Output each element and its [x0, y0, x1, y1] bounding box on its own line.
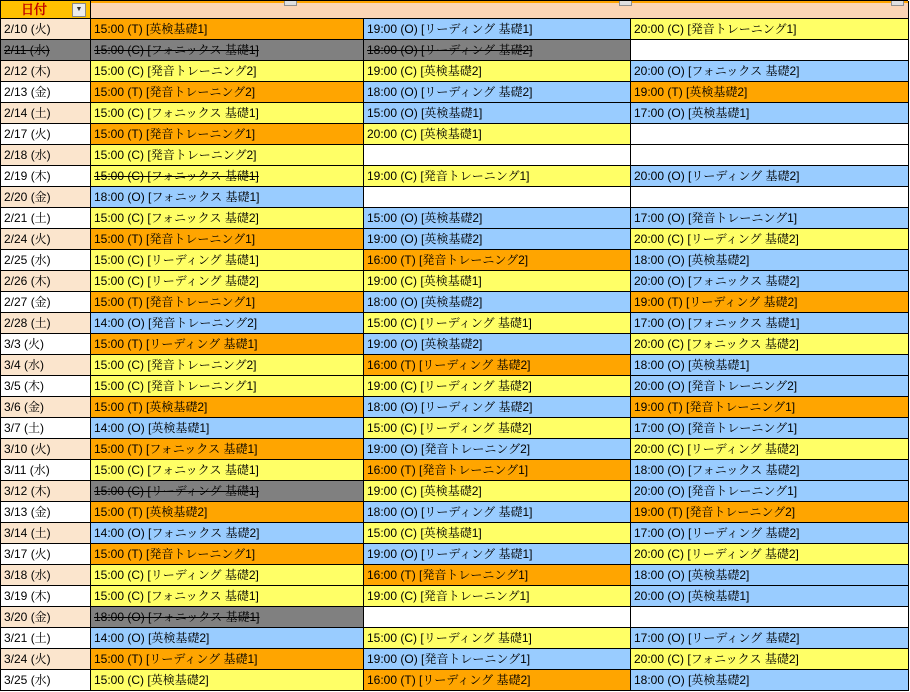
- schedule-cell[interactable]: 15:00 (C) [リーディング 基礎2]: [364, 418, 631, 439]
- schedule-cell[interactable]: 15:00 (C) [フォニックス 基礎1]: [91, 586, 364, 607]
- schedule-cell[interactable]: 19:00 (O) [英検基礎2]: [364, 229, 631, 250]
- table-row: [1, 124, 908, 145]
- table-row: [1, 334, 908, 355]
- schedule-cell[interactable]: [631, 124, 909, 145]
- date-cell[interactable]: 2/27 (金): [1, 292, 91, 313]
- table-row: [1, 565, 908, 586]
- schedule-cell[interactable]: 18:00 (O) [英検基礎2]: [631, 670, 909, 691]
- table-row: [1, 187, 908, 208]
- schedule-cell[interactable]: 20:00 (O) [フォニックス 基礎2]: [631, 61, 909, 82]
- schedule-rows: [1, 19, 908, 691]
- schedule-cell[interactable]: 19:00 (C) [英検基礎1]: [364, 271, 631, 292]
- date-cell[interactable]: 2/12 (木): [1, 61, 91, 82]
- schedule-cell[interactable]: 15:00 (O) [英検基礎1]: [364, 103, 631, 124]
- schedule-cell[interactable]: 15:00 (T) [発音トレーニング1]: [91, 229, 364, 250]
- schedule-cell[interactable]: 15:00 (T) [発音トレーニング1]: [91, 124, 364, 145]
- schedule-cell[interactable]: 15:00 (T) [発音トレーニング1]: [91, 292, 364, 313]
- date-cell[interactable]: 2/13 (金): [1, 82, 91, 103]
- date-cell[interactable]: 3/25 (水): [1, 670, 91, 691]
- schedule-cell[interactable]: 19:00 (T) [英検基礎2]: [631, 82, 909, 103]
- schedule-cell[interactable]: [631, 145, 909, 166]
- table-row: [1, 208, 908, 229]
- schedule-cell[interactable]: 15:00 (T) [英検基礎2]: [91, 397, 364, 418]
- table-row: [1, 166, 908, 187]
- table-row: [1, 292, 908, 313]
- schedule-cell[interactable]: 15:00 (C) [発音トレーニング2]: [91, 355, 364, 376]
- schedule-cell[interactable]: 15:00 (C) [英検基礎2]: [91, 670, 364, 691]
- table-row: [1, 544, 908, 565]
- table-row: [1, 229, 908, 250]
- schedule-cell[interactable]: 18:00 (O) [フォニックス 基礎1]: [91, 187, 364, 208]
- date-cell[interactable]: 2/25 (水): [1, 250, 91, 271]
- schedule-cell[interactable]: 15:00 (C) [リーディング 基礎1]: [91, 250, 364, 271]
- schedule-cell[interactable]: [364, 187, 631, 208]
- schedule-cell[interactable]: 15:00 (C) [発音トレーニング2]: [91, 145, 364, 166]
- date-cell[interactable]: 3/12 (木): [1, 481, 91, 502]
- schedule-cell[interactable]: 15:00 (C) [リーディング 基礎1]: [91, 481, 364, 502]
- schedule-cell[interactable]: 16:00 (T) [発音トレーニング1]: [364, 460, 631, 481]
- schedule-cell[interactable]: 18:00 (O) [英検基礎2]: [631, 565, 909, 586]
- date-cell[interactable]: 2/19 (木): [1, 166, 91, 187]
- schedule-cell[interactable]: 15:00 (T) [発音トレーニング1]: [91, 544, 364, 565]
- schedule-cell[interactable]: 18:00 (O) [フォニックス 基礎1]: [91, 607, 364, 628]
- header-strip: [91, 1, 909, 19]
- schedule-cell[interactable]: 19:00 (T) [発音トレーニング1]: [631, 397, 909, 418]
- schedule-cell[interactable]: 16:00 (T) [発音トレーニング1]: [364, 565, 631, 586]
- table-row: [1, 19, 908, 40]
- filter-dropdown-stub-icon[interactable]: [619, 1, 632, 6]
- table-row: [1, 103, 908, 124]
- schedule-cell[interactable]: 14:00 (O) [英検基礎2]: [91, 628, 364, 649]
- date-cell[interactable]: 2/18 (水): [1, 145, 91, 166]
- schedule-cell[interactable]: 15:00 (C) [発音トレーニング1]: [91, 376, 364, 397]
- schedule-cell[interactable]: 15:00 (C) [リーディング 基礎2]: [91, 565, 364, 586]
- date-cell[interactable]: 3/13 (金): [1, 502, 91, 523]
- table-row: [1, 82, 908, 103]
- date-cell[interactable]: 3/7 (土): [1, 418, 91, 439]
- date-cell[interactable]: 3/21 (土): [1, 628, 91, 649]
- schedule-cell[interactable]: 15:00 (C) [英検基礎1]: [364, 523, 631, 544]
- schedule-cell[interactable]: 15:00 (O) [英検基礎2]: [364, 208, 631, 229]
- schedule-cell[interactable]: 14:00 (O) [英検基礎1]: [91, 418, 364, 439]
- date-cell[interactable]: 3/11 (水): [1, 460, 91, 481]
- date-cell[interactable]: 3/19 (木): [1, 586, 91, 607]
- schedule-cell[interactable]: 19:00 (O) [発音トレーニング1]: [364, 649, 631, 670]
- table-row: [1, 250, 908, 271]
- schedule-cell[interactable]: 18:00 (O) [リーディング 基礎2]: [364, 397, 631, 418]
- schedule-cell[interactable]: 18:00 (O) [英検基礎1]: [631, 355, 909, 376]
- schedule-cell[interactable]: 18:00 (O) [リーディング 基礎1]: [364, 502, 631, 523]
- schedule-cell[interactable]: 19:00 (C) [発音トレーニング1]: [364, 586, 631, 607]
- schedule-cell[interactable]: 19:00 (O) [発音トレーニング2]: [364, 439, 631, 460]
- schedule-cell[interactable]: 20:00 (C) [リーディング 基礎2]: [631, 439, 909, 460]
- schedule-cell[interactable]: 15:00 (C) [フォニックス 基礎1]: [91, 460, 364, 481]
- filter-dropdown-icon[interactable]: ▼: [72, 3, 86, 17]
- table-row: [1, 40, 908, 61]
- header-row: [1, 1, 908, 19]
- date-header-label: 日付: [20, 1, 47, 17]
- schedule-cell[interactable]: 18:00 (O) [リーディング 基礎2]: [364, 82, 631, 103]
- filter-dropdown-stub-icon[interactable]: [891, 1, 904, 6]
- schedule-cell[interactable]: 20:00 (C) [発音トレーニング1]: [631, 19, 909, 40]
- date-cell[interactable]: 2/24 (火): [1, 229, 91, 250]
- date-column-header: [1, 1, 91, 19]
- schedule-cell[interactable]: 19:00 (C) [発音トレーニング1]: [364, 166, 631, 187]
- filter-dropdown-stub-icon[interactable]: [284, 1, 297, 6]
- schedule-cell[interactable]: [364, 607, 631, 628]
- schedule-cell[interactable]: 20:00 (C) [リーディング 基礎2]: [631, 229, 909, 250]
- schedule-cell[interactable]: 20:00 (O) [発音トレーニング2]: [631, 376, 909, 397]
- header-top-line: [91, 1, 908, 3]
- table-row: [1, 313, 908, 334]
- date-cell[interactable]: 2/10 (火): [1, 19, 91, 40]
- schedule-cell[interactable]: 15:00 (C) [フォニックス 基礎2]: [91, 208, 364, 229]
- schedule-cell[interactable]: 15:00 (T) [リーディング 基礎1]: [91, 649, 364, 670]
- date-cell[interactable]: 3/3 (火): [1, 334, 91, 355]
- schedule-cell[interactable]: 20:00 (C) [フォニックス 基礎2]: [631, 334, 909, 355]
- schedule-cell[interactable]: 15:00 (C) [リーディング 基礎1]: [364, 313, 631, 334]
- schedule-cell[interactable]: 16:00 (T) [リーディング 基礎2]: [364, 670, 631, 691]
- schedule-cell[interactable]: 15:00 (C) [フォニックス 基礎1]: [91, 166, 364, 187]
- schedule-cell[interactable]: 15:00 (T) [英検基礎2]: [91, 502, 364, 523]
- date-cell[interactable]: 2/21 (土): [1, 208, 91, 229]
- date-cell[interactable]: 3/6 (金): [1, 397, 91, 418]
- schedule-cell[interactable]: 14:00 (O) [フォニックス 基礎2]: [91, 523, 364, 544]
- schedule-cell[interactable]: 17:00 (O) [リーディング 基礎2]: [631, 628, 909, 649]
- schedule-cell[interactable]: 19:00 (O) [リーディング 基礎1]: [364, 544, 631, 565]
- table-row: [1, 670, 908, 691]
- table-row: [1, 607, 908, 628]
- table-row: [1, 460, 908, 481]
- schedule-cell[interactable]: 20:00 (O) [フォニックス 基礎2]: [631, 271, 909, 292]
- schedule-cell[interactable]: 17:00 (O) [英検基礎1]: [631, 103, 909, 124]
- schedule-cell[interactable]: 19:00 (O) [リーディング 基礎1]: [364, 19, 631, 40]
- schedule-cell[interactable]: 18:00 (O) [英検基礎2]: [364, 292, 631, 313]
- schedule-cell[interactable]: 17:00 (O) [発音トレーニング1]: [631, 208, 909, 229]
- table-row: [1, 397, 908, 418]
- schedule-cell[interactable]: 18:00 (O) [リーディング 基礎2]: [364, 40, 631, 61]
- schedule-cell[interactable]: 17:00 (O) [リーディング 基礎2]: [631, 523, 909, 544]
- schedule-cell[interactable]: 19:00 (C) [英検基礎2]: [364, 481, 631, 502]
- table-row: [1, 418, 908, 439]
- schedule-cell[interactable]: [631, 187, 909, 208]
- table-row: [1, 586, 908, 607]
- schedule-cell[interactable]: 20:00 (C) [フォニックス 基礎2]: [631, 649, 909, 670]
- schedule-cell[interactable]: 20:00 (O) [英検基礎1]: [631, 586, 909, 607]
- schedule-cell[interactable]: 16:00 (T) [発音トレーニング2]: [364, 250, 631, 271]
- date-cell[interactable]: 3/14 (土): [1, 523, 91, 544]
- schedule-cell[interactable]: 15:00 (C) [発音トレーニング2]: [91, 61, 364, 82]
- date-cell[interactable]: 2/14 (土): [1, 103, 91, 124]
- table-row: [1, 502, 908, 523]
- table-row: [1, 61, 908, 82]
- table-row: [1, 439, 908, 460]
- schedule-cell[interactable]: 17:00 (O) [発音トレーニング1]: [631, 418, 909, 439]
- schedule-cell[interactable]: 15:00 (C) [リーディング 基礎1]: [364, 628, 631, 649]
- date-cell[interactable]: 2/11 (水): [1, 40, 91, 61]
- table-row: [1, 523, 908, 544]
- schedule-cell[interactable]: 17:00 (O) [フォニックス 基礎1]: [631, 313, 909, 334]
- schedule-cell[interactable]: [631, 607, 909, 628]
- table-row: [1, 481, 908, 502]
- schedule-cell[interactable]: 15:00 (T) [発音トレーニング2]: [91, 82, 364, 103]
- schedule-cell[interactable]: 15:00 (C) [フォニックス 基礎1]: [91, 103, 364, 124]
- date-cell[interactable]: 2/26 (木): [1, 271, 91, 292]
- schedule-cell[interactable]: 15:00 (T) [英検基礎1]: [91, 19, 364, 40]
- schedule-cell[interactable]: 15:00 (C) [リーディング 基礎2]: [91, 271, 364, 292]
- schedule-cell[interactable]: 19:00 (C) [リーディング 基礎2]: [364, 376, 631, 397]
- date-cell[interactable]: 2/28 (土): [1, 313, 91, 334]
- date-cell[interactable]: 2/20 (金): [1, 187, 91, 208]
- schedule-cell[interactable]: 16:00 (T) [リーディング 基礎2]: [364, 355, 631, 376]
- schedule-cell[interactable]: 15:00 (T) [フォニックス 基礎1]: [91, 439, 364, 460]
- schedule-cell[interactable]: 20:00 (O) [発音トレーニング1]: [631, 481, 909, 502]
- table-row: [1, 145, 908, 166]
- schedule-cell[interactable]: [631, 40, 909, 61]
- date-cell[interactable]: 3/10 (火): [1, 439, 91, 460]
- schedule-cell[interactable]: 20:00 (C) [英検基礎1]: [364, 124, 631, 145]
- table-row: [1, 271, 908, 292]
- date-cell[interactable]: 3/17 (火): [1, 544, 91, 565]
- schedule-cell[interactable]: 15:00 (C) [フォニックス 基礎1]: [91, 40, 364, 61]
- date-cell[interactable]: 3/5 (木): [1, 376, 91, 397]
- schedule-cell[interactable]: 18:00 (O) [英検基礎2]: [631, 250, 909, 271]
- schedule-cell[interactable]: 19:00 (T) [発音トレーニング2]: [631, 502, 909, 523]
- schedule-cell[interactable]: 19:00 (T) [リーディング 基礎2]: [631, 292, 909, 313]
- schedule-cell[interactable]: 14:00 (O) [発音トレーニング2]: [91, 313, 364, 334]
- schedule-cell[interactable]: [364, 145, 631, 166]
- schedule-cell[interactable]: 20:00 (C) [リーディング 基礎2]: [631, 544, 909, 565]
- date-cell[interactable]: 3/24 (火): [1, 649, 91, 670]
- date-cell[interactable]: 3/4 (水): [1, 355, 91, 376]
- schedule-cell[interactable]: 20:00 (O) [リーディング 基礎2]: [631, 166, 909, 187]
- schedule-cell[interactable]: 18:00 (O) [フォニックス 基礎2]: [631, 460, 909, 481]
- date-cell[interactable]: 2/17 (火): [1, 124, 91, 145]
- table-row: [1, 628, 908, 649]
- schedule-cell[interactable]: 19:00 (C) [英検基礎2]: [364, 61, 631, 82]
- date-cell[interactable]: 3/20 (金): [1, 607, 91, 628]
- table-row: [1, 355, 908, 376]
- schedule-cell[interactable]: 15:00 (T) [リーディング 基礎1]: [91, 334, 364, 355]
- table-row: [1, 649, 908, 670]
- date-cell[interactable]: 3/18 (水): [1, 565, 91, 586]
- table-row: [1, 376, 908, 397]
- schedule-cell[interactable]: 19:00 (O) [英検基礎2]: [364, 334, 631, 355]
